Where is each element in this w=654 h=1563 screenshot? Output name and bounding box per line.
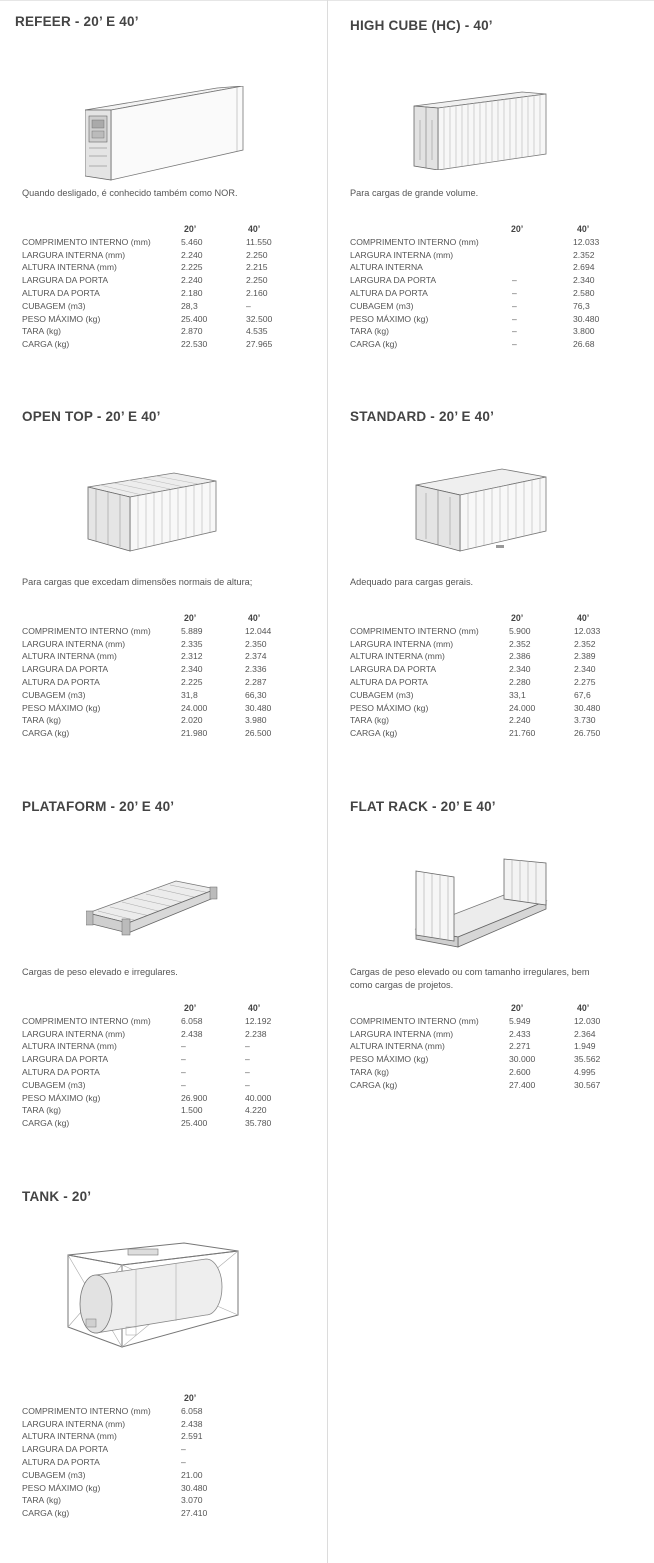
spec-value-40ft: 12.044 [245, 625, 272, 636]
spec-row [22, 1469, 322, 1482]
spec-value-20ft: 25.400 [181, 1118, 208, 1129]
spec-value-40ft: 4.220 [245, 1105, 267, 1116]
spec-row [22, 249, 322, 262]
spec-label: CARGA (kg) [350, 339, 398, 350]
spec-label: ALTURA DA PORTA [22, 287, 100, 298]
spec-row [22, 1507, 322, 1520]
spec-label: LARGURA DA PORTA [22, 1444, 109, 1455]
spec-row [22, 1015, 322, 1028]
spec-value-40ft: 4.995 [574, 1066, 596, 1077]
spec-label: CARGA (kg) [350, 1079, 398, 1090]
spec-value-40ft: 11.550 [246, 236, 272, 247]
spec-header [350, 223, 650, 236]
spec-row [22, 338, 322, 351]
spec-value-20ft: 2.870 [181, 326, 203, 337]
spec-value-40ft: 32.500 [246, 313, 273, 324]
spec-value-40ft: 35.780 [245, 1118, 272, 1129]
spec-row [22, 287, 322, 300]
spec-row [22, 1028, 322, 1041]
spec-value-40ft: – [245, 1066, 250, 1077]
platform-container-icon [86, 877, 218, 941]
spec-value-20ft: 2.600 [509, 1066, 531, 1077]
spec-label: LARGURA DA PORTA [22, 275, 109, 286]
spec-row [350, 625, 650, 638]
spec-label: LARGURA INTERNA (mm) [22, 1028, 126, 1039]
spec-value-40ft: 2.287 [245, 676, 267, 687]
spec-row [22, 236, 322, 249]
spec-value-20ft: 2.433 [509, 1028, 531, 1039]
spec-value-40ft: 2.352 [574, 638, 596, 649]
spec-label: TARA (kg) [22, 1495, 61, 1506]
spec-label: TARA (kg) [22, 715, 61, 726]
spec-row [22, 1494, 322, 1507]
spec-row [350, 274, 650, 287]
spec-row [350, 261, 650, 274]
spec-value-20ft: 5.900 [509, 625, 531, 636]
spec-label: PESO MÁXIMO (kg) [22, 313, 101, 324]
spec-value-20ft: – [181, 1456, 186, 1467]
header-40ft: 40’ [577, 613, 590, 623]
card-title: STANDARD - 20’ E 40’ [350, 409, 495, 424]
card-description: Quando desligado, é conhecido também como NOR. [22, 188, 238, 198]
spec-label: CARGA (kg) [22, 1118, 70, 1129]
spec-row [22, 1066, 322, 1079]
card-title: FLAT RACK - 20’ E 40’ [350, 799, 496, 814]
spec-row [22, 676, 322, 689]
spec-value-40ft: 2.364 [574, 1028, 596, 1039]
card-title: HIGH CUBE (HC) - 40’ [350, 18, 493, 33]
spec-value-40ft: 2.694 [573, 262, 595, 273]
header-40ft: 40’ [577, 224, 590, 234]
spec-value-20ft: 1.500 [181, 1105, 203, 1116]
spec-rows [22, 1015, 322, 1130]
spec-label: TARA (kg) [22, 1105, 61, 1116]
spec-row [22, 1418, 322, 1431]
spec-value-20ft: 25.400 [181, 313, 208, 324]
spec-label: CUBAGEM (m3) [22, 689, 86, 700]
spec-label: ALTURA DA PORTA [22, 676, 100, 687]
refrigerated-container-icon [85, 86, 247, 182]
spec-value-40ft: 30.480 [245, 702, 272, 713]
spec-value-40ft: 26.750 [574, 728, 601, 739]
spec-label: LARGURA INTERNA (mm) [22, 1418, 126, 1429]
spec-value-20ft: 2.271 [509, 1041, 531, 1052]
spec-row [22, 313, 322, 326]
spec-table [22, 1002, 322, 1130]
spec-row [350, 1015, 650, 1028]
spec-row [350, 1040, 650, 1053]
spec-value-40ft: 2.340 [574, 664, 596, 675]
spec-value-40ft: 26.68 [573, 339, 595, 350]
spec-label: ALTURA INTERNA (mm) [22, 1041, 117, 1052]
spec-header [22, 612, 322, 625]
tank-container-icon [66, 1241, 240, 1353]
spec-value-20ft: 26.900 [181, 1092, 208, 1103]
spec-value-40ft: 30.480 [573, 313, 600, 324]
spec-label: TARA (kg) [350, 1066, 389, 1077]
spec-value-20ft: – [512, 287, 517, 298]
card-title: OPEN TOP - 20’ E 40’ [22, 409, 161, 424]
spec-row [22, 727, 322, 740]
spec-value-20ft: – [181, 1079, 186, 1090]
spec-value-20ft: 24.000 [181, 702, 208, 713]
spec-row [22, 1104, 322, 1117]
spec-label: ALTURA INTERNA (mm) [350, 1041, 445, 1052]
spec-value-20ft: 2.180 [181, 287, 203, 298]
spec-value-40ft: 26.500 [245, 728, 272, 739]
spec-label: COMPRIMENTO INTERNO (mm) [22, 1015, 151, 1026]
spec-label: TARA (kg) [350, 715, 389, 726]
spec-value-20ft: 24.000 [509, 702, 536, 713]
spec-label: PESO MÁXIMO (kg) [350, 313, 429, 324]
spec-row [22, 1092, 322, 1105]
spec-label: ALTURA DA PORTA [22, 1456, 100, 1467]
spec-header [350, 612, 650, 625]
card-title: TANK - 20’ [22, 1189, 92, 1204]
spec-row [350, 650, 650, 663]
spec-value-20ft: 2.352 [509, 638, 531, 649]
spec-row [350, 338, 650, 351]
spec-value-40ft: 2.275 [574, 676, 596, 687]
spec-value-40ft: 2.250 [246, 275, 268, 286]
spec-row [350, 1028, 650, 1041]
spec-value-40ft: 2.389 [574, 651, 596, 662]
spec-value-20ft: 6.058 [181, 1405, 203, 1416]
spec-row [22, 638, 322, 651]
spec-row [22, 1405, 322, 1418]
spec-value-40ft: – [245, 1041, 250, 1052]
spec-row [350, 727, 650, 740]
spec-label: CUBAGEM (m3) [22, 1079, 86, 1090]
spec-value-40ft: – [245, 1054, 250, 1065]
spec-value-40ft: 2.352 [573, 249, 595, 260]
spec-row [350, 1066, 650, 1079]
open-top-container-icon [86, 467, 218, 553]
header-20ft: 20’ [184, 1003, 197, 1013]
spec-value-40ft: 2.336 [245, 664, 267, 675]
spec-header [350, 1002, 650, 1015]
spec-value-40ft: 35.562 [574, 1054, 601, 1065]
spec-value-40ft: 12.192 [245, 1015, 272, 1026]
spec-label: CUBAGEM (m3) [22, 300, 86, 311]
spec-value-20ft: 2.386 [509, 651, 531, 662]
spec-label: ALTURA INTERNA (mm) [22, 262, 117, 273]
card-description: Para cargas que excedam dimensões normais de altura; [22, 577, 253, 587]
spec-label: CUBAGEM (m3) [350, 300, 414, 311]
spec-label: LARGURA DA PORTA [350, 664, 437, 675]
spec-table [350, 612, 650, 740]
spec-label: PESO MÁXIMO (kg) [350, 1054, 429, 1065]
spec-rows [350, 236, 650, 351]
spec-value-40ft: 2.350 [245, 638, 267, 649]
spec-table [350, 1002, 650, 1092]
spec-row [22, 1443, 322, 1456]
spec-value-20ft: – [181, 1066, 186, 1077]
spec-row [350, 1053, 650, 1066]
spec-value-20ft: 22.530 [181, 339, 208, 350]
spec-label: ALTURA DA PORTA [350, 676, 428, 687]
header-40ft: 40’ [248, 1003, 261, 1013]
spec-value-20ft: 2.280 [509, 676, 531, 687]
spec-value-20ft: 27.400 [509, 1079, 536, 1090]
spec-value-20ft: 2.312 [181, 651, 203, 662]
spec-value-40ft: 12.033 [574, 625, 601, 636]
spec-value-20ft: 28,3 [181, 300, 198, 311]
spec-value-40ft: 67,6 [574, 689, 591, 700]
spec-label: LARGURA INTERNA (mm) [22, 638, 126, 649]
spec-row [22, 261, 322, 274]
spec-label: COMPRIMENTO INTERNO (mm) [350, 236, 479, 247]
spec-value-20ft: 5.949 [509, 1015, 531, 1026]
spec-value-20ft: 6.058 [181, 1015, 203, 1026]
spec-value-20ft: 5.889 [181, 625, 203, 636]
spec-rows [22, 625, 322, 740]
spec-label: LARGURA INTERNA (mm) [350, 1028, 454, 1039]
spec-label: PESO MÁXIMO (kg) [22, 1482, 101, 1493]
spec-label: ALTURA INTERNA [350, 262, 423, 273]
spec-table [22, 612, 322, 740]
spec-label: COMPRIMENTO INTERNO (mm) [22, 625, 151, 636]
spec-value-40ft: 3.980 [245, 715, 267, 726]
spec-row [350, 689, 650, 702]
spec-value-20ft: 2.240 [181, 275, 203, 286]
header-40ft: 40’ [248, 224, 261, 234]
spec-row [350, 249, 650, 262]
spec-label: LARGURA DA PORTA [22, 664, 109, 675]
header-40ft: 40’ [248, 613, 261, 623]
spec-label: ALTURA INTERNA (mm) [22, 1431, 117, 1442]
spec-label: LARGURA DA PORTA [22, 1054, 109, 1065]
spec-value-20ft: 2.335 [181, 638, 203, 649]
header-20ft: 20’ [184, 1393, 197, 1403]
header-20ft: 20’ [511, 613, 524, 623]
spec-row [22, 1430, 322, 1443]
spec-row [22, 663, 322, 676]
spec-value-20ft: 2.225 [181, 676, 203, 687]
spec-label: COMPRIMENTO INTERNO (mm) [22, 1405, 151, 1416]
card-description: Adequado para cargas gerais. [350, 577, 474, 587]
spec-label: ALTURA DA PORTA [22, 1066, 100, 1077]
spec-row [22, 1456, 322, 1469]
spec-row [22, 1079, 322, 1092]
spec-value-20ft: – [512, 326, 517, 337]
spec-row [350, 714, 650, 727]
spec-value-20ft: 27.410 [181, 1508, 208, 1519]
spec-value-20ft: 21.760 [509, 728, 536, 739]
spec-row [22, 300, 322, 313]
spec-value-40ft: 1.949 [574, 1041, 596, 1052]
standard-container-icon [414, 463, 548, 553]
spec-value-40ft: 2.580 [573, 287, 595, 298]
spec-value-20ft: – [181, 1444, 186, 1455]
spec-value-20ft: 31,8 [181, 689, 198, 700]
spec-value-20ft: 3.070 [181, 1495, 203, 1506]
spec-value-20ft: 2.438 [181, 1418, 203, 1429]
spec-value-20ft: 21.00 [181, 1469, 203, 1480]
spec-label: CARGA (kg) [22, 1508, 70, 1519]
spec-row [22, 625, 322, 638]
spec-row [22, 274, 322, 287]
spec-label: CUBAGEM (m3) [350, 689, 414, 700]
spec-value-20ft: – [512, 275, 517, 286]
spec-value-20ft: 2.020 [181, 715, 203, 726]
spec-value-20ft: 2.225 [181, 262, 203, 273]
spec-label: PESO MÁXIMO (kg) [350, 702, 429, 713]
spec-label: ALTURA INTERNA (mm) [22, 651, 117, 662]
spec-value-40ft: 3.800 [573, 326, 595, 337]
spec-label: COMPRIMENTO INTERNO (mm) [350, 1015, 479, 1026]
card-title: PLATAFORM - 20’ E 40’ [22, 799, 175, 814]
spec-row [22, 650, 322, 663]
spec-value-20ft: 30.000 [509, 1054, 536, 1065]
spec-value-40ft: 3.730 [574, 715, 596, 726]
spec-value-20ft: 33,1 [509, 689, 526, 700]
spec-value-20ft: 2.340 [509, 664, 531, 675]
spec-label: LARGURA INTERNA (mm) [350, 638, 454, 649]
spec-label: CUBAGEM (m3) [22, 1469, 86, 1480]
spec-label: TARA (kg) [22, 326, 61, 337]
spec-value-20ft: 2.240 [181, 249, 203, 260]
spec-rows [22, 1405, 322, 1520]
spec-row [350, 1079, 650, 1092]
spec-value-40ft: 40.000 [245, 1092, 272, 1103]
spec-row [22, 689, 322, 702]
spec-label: CARGA (kg) [350, 728, 398, 739]
spec-header [22, 1392, 322, 1405]
spec-value-40ft: 76,3 [573, 300, 590, 311]
card-description: Cargas de peso elevado ou com tamanho irregulares, bem como cargas de projetos. [350, 967, 590, 990]
spec-value-40ft: 12.030 [574, 1015, 601, 1026]
spec-label: PESO MÁXIMO (kg) [22, 702, 101, 713]
spec-value-40ft: 2.215 [246, 262, 268, 273]
column-divider [327, 0, 328, 1563]
spec-row [350, 236, 650, 249]
spec-value-20ft: – [512, 300, 517, 311]
header-20ft: 20’ [511, 224, 524, 234]
spec-row [22, 714, 322, 727]
card-description: Para cargas de grande volume. [350, 188, 479, 198]
spec-header [22, 1002, 322, 1015]
spec-rows [350, 625, 650, 740]
spec-row [22, 1053, 322, 1066]
spec-value-40ft: 30.480 [574, 702, 601, 713]
header-20ft: 20’ [184, 613, 197, 623]
spec-label: LARGURA INTERNA (mm) [22, 249, 126, 260]
spec-header [22, 223, 322, 236]
spec-value-20ft: – [181, 1054, 186, 1065]
spec-value-20ft: 2.591 [181, 1431, 203, 1442]
spec-label: LARGURA INTERNA (mm) [350, 249, 454, 260]
spec-row [350, 325, 650, 338]
header-20ft: 20’ [511, 1003, 524, 1013]
spec-value-40ft: – [245, 1079, 250, 1090]
spec-value-40ft: – [246, 300, 251, 311]
spec-rows [22, 236, 322, 351]
spec-row [350, 702, 650, 715]
spec-row [22, 1117, 322, 1130]
spec-label: CARGA (kg) [22, 339, 70, 350]
spec-row [22, 1040, 322, 1053]
spec-label: COMPRIMENTO INTERNO (mm) [22, 236, 151, 247]
spec-value-20ft: 5.460 [181, 236, 203, 247]
spec-value-40ft: 2.250 [246, 249, 268, 260]
spec-label: PESO MÁXIMO (kg) [22, 1092, 101, 1103]
spec-label: ALTURA INTERNA (mm) [350, 651, 445, 662]
spec-label: CARGA (kg) [22, 728, 70, 739]
spec-value-20ft: 21.980 [181, 728, 208, 739]
spec-value-40ft: 2.160 [246, 287, 268, 298]
spec-table [350, 223, 650, 351]
spec-row [22, 325, 322, 338]
spec-label: ALTURA DA PORTA [350, 287, 428, 298]
spec-row [350, 638, 650, 651]
spec-value-20ft: – [512, 313, 517, 324]
high-cube-container-icon [412, 90, 548, 170]
spec-table [22, 1392, 322, 1520]
spec-rows [350, 1015, 650, 1092]
spec-value-40ft: 12.033 [573, 236, 600, 247]
spec-label: LARGURA DA PORTA [350, 275, 437, 286]
spec-row [350, 663, 650, 676]
spec-value-40ft: 4.535 [246, 326, 268, 337]
spec-value-40ft: 2.238 [245, 1028, 267, 1039]
header-20ft: 20’ [184, 224, 197, 234]
spec-label: COMPRIMENTO INTERNO (mm) [350, 625, 479, 636]
spec-row [22, 702, 322, 715]
spec-label: TARA (kg) [350, 326, 389, 337]
spec-value-20ft: 2.340 [181, 664, 203, 675]
spec-value-20ft: – [181, 1041, 186, 1052]
card-title: REFEER - 20’ E 40’ [15, 14, 139, 29]
card-description: Cargas de peso elevado e irregulares. [22, 967, 178, 977]
spec-value-20ft: 30.480 [181, 1482, 208, 1493]
spec-value-20ft: – [512, 339, 517, 350]
spec-value-40ft: 2.374 [245, 651, 267, 662]
spec-value-20ft: 2.438 [181, 1028, 203, 1039]
header-40ft: 40’ [577, 1003, 590, 1013]
spec-value-40ft: 2.340 [573, 275, 595, 286]
spec-row [350, 300, 650, 313]
spec-row [350, 313, 650, 326]
spec-value-20ft: 2.240 [509, 715, 531, 726]
flat-rack-container-icon [412, 855, 548, 955]
spec-row [350, 287, 650, 300]
spec-value-40ft: 27.965 [246, 339, 273, 350]
spec-table [22, 223, 322, 351]
spec-value-40ft: 30.567 [574, 1079, 601, 1090]
spec-value-40ft: 66,30 [245, 689, 267, 700]
spec-row [22, 1482, 322, 1495]
spec-row [350, 676, 650, 689]
